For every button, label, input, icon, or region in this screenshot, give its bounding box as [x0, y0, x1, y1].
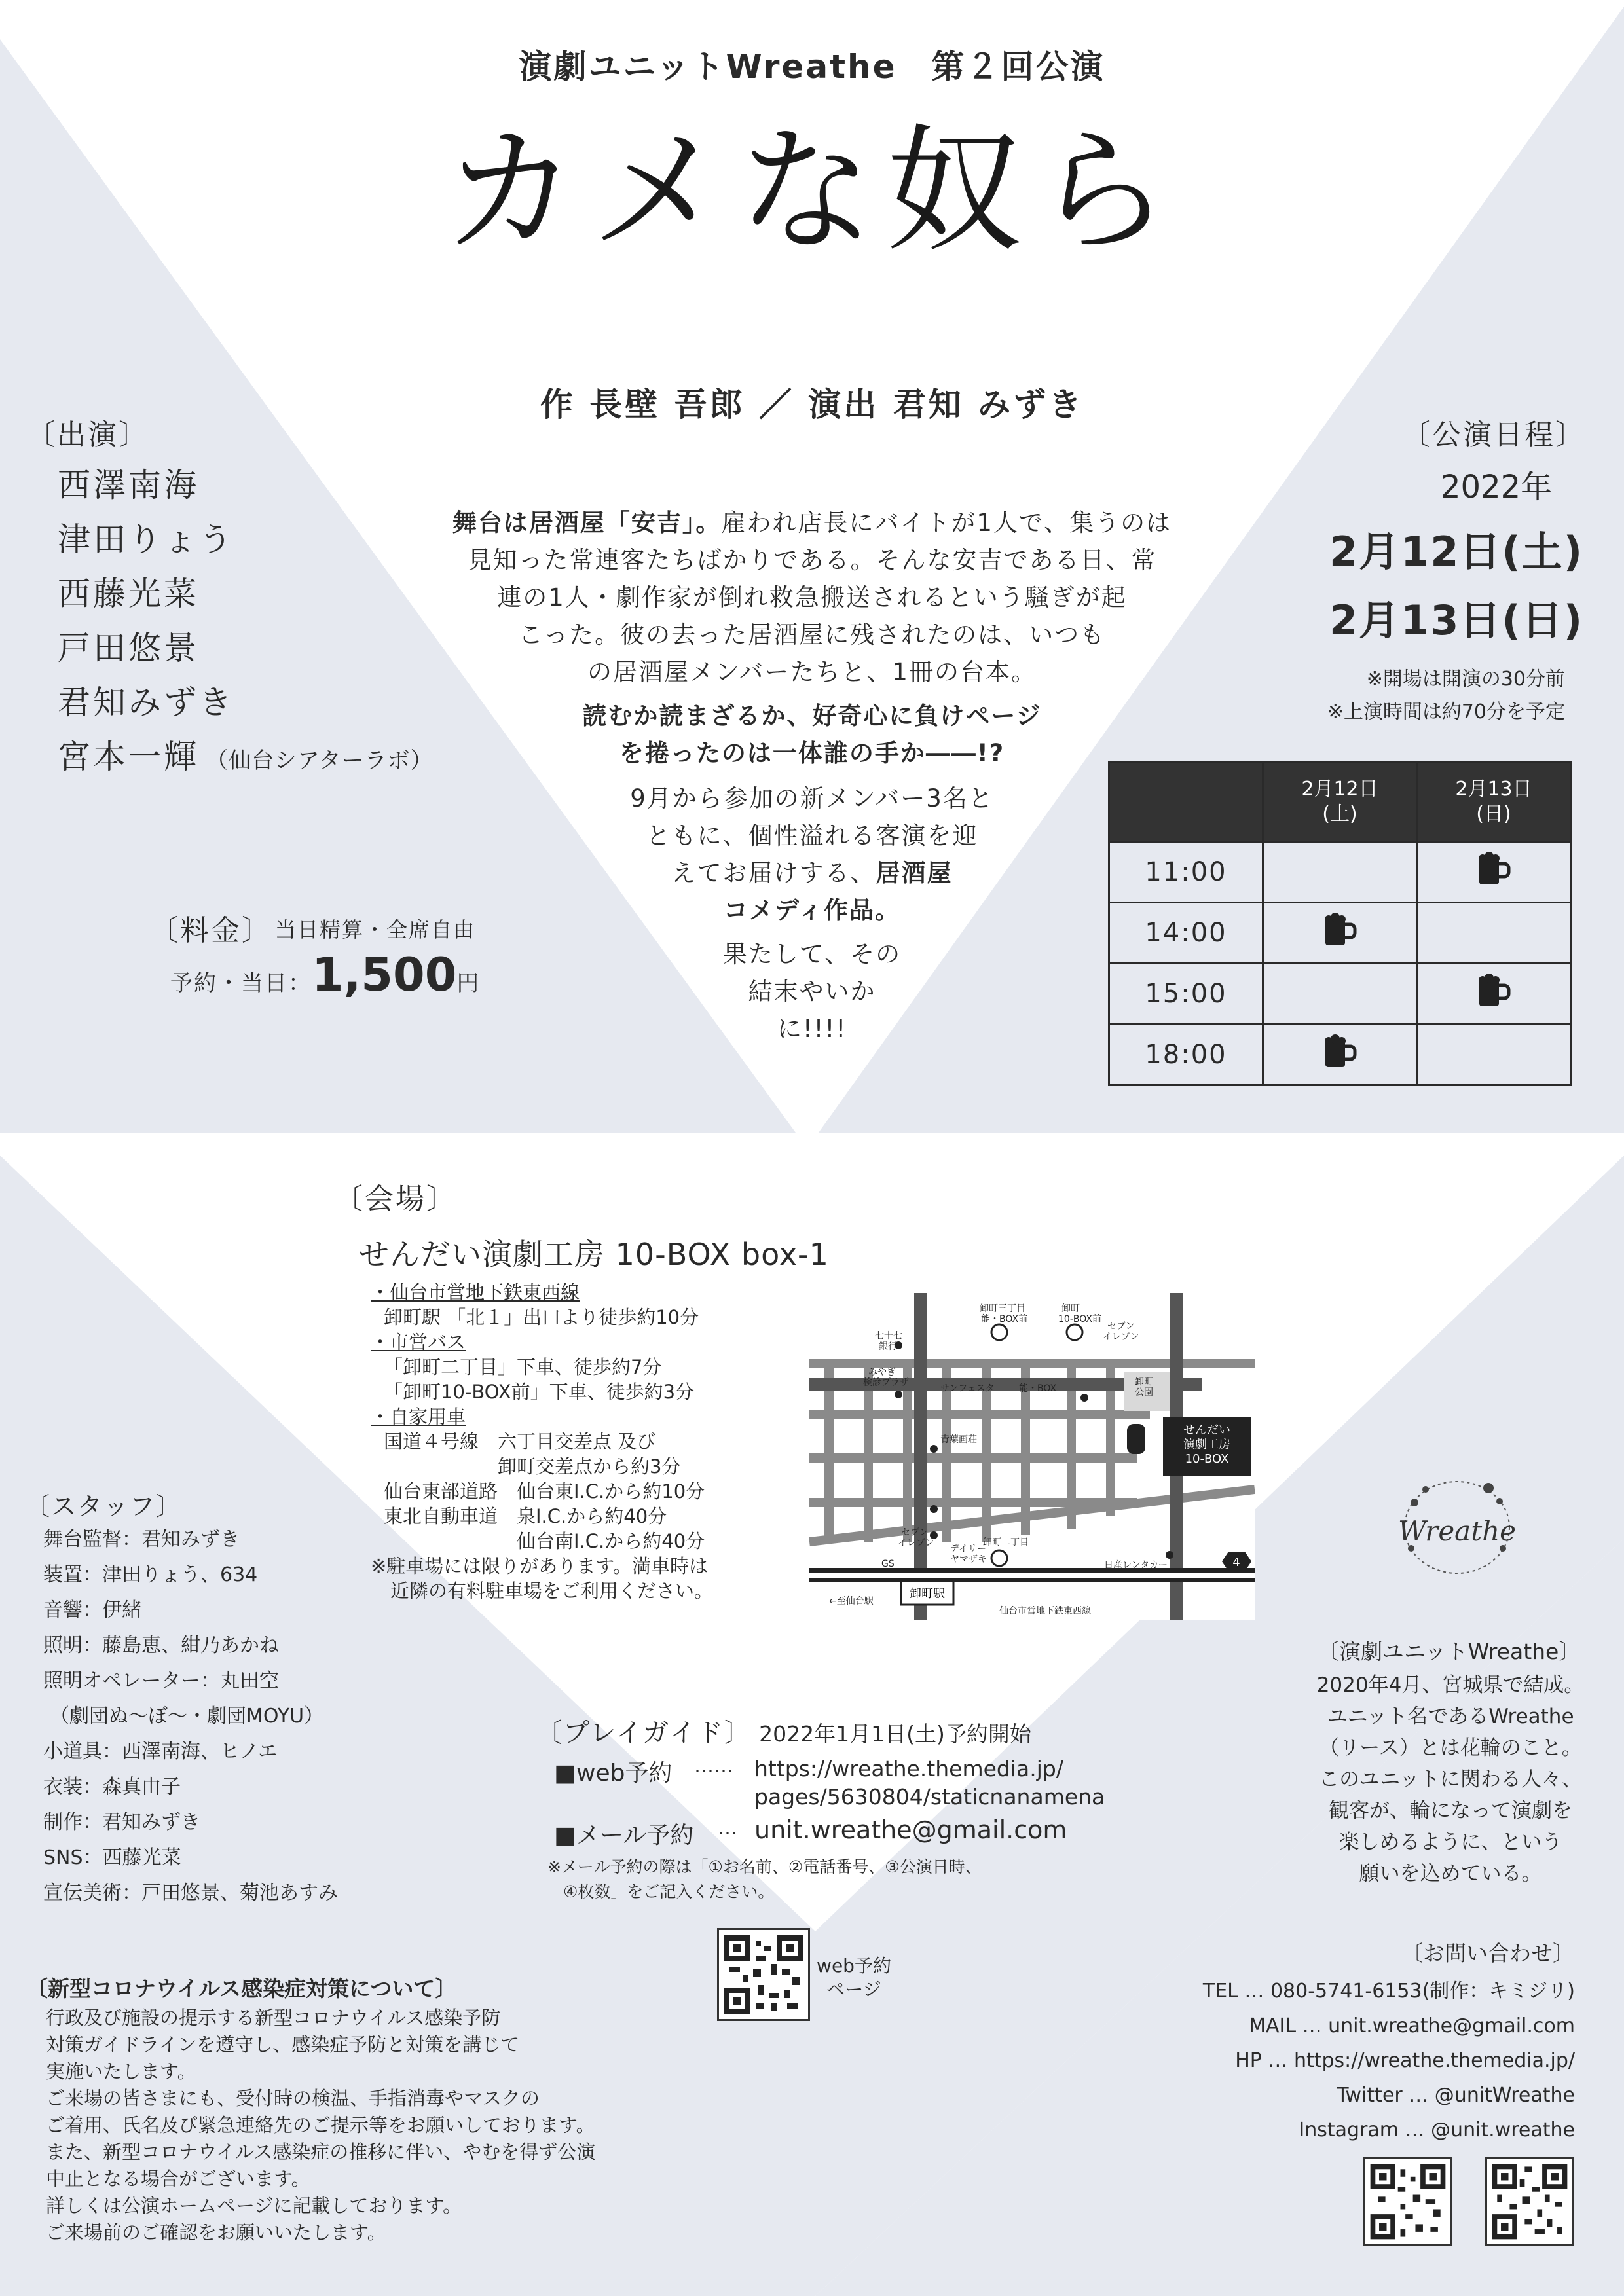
- web-reserve-label: ■web予約: [554, 1760, 673, 1787]
- price-amount: 1,500: [312, 948, 457, 1002]
- contact-instagram[interactable]: Instagram … @unit.wreathe: [1299, 2119, 1575, 2141]
- story-line: に!!!!: [777, 1015, 847, 1043]
- venue-heading: 〔会場〕: [334, 1182, 457, 1216]
- staff-line: 音響：伊緒: [43, 1599, 141, 1622]
- story-line: の居酒屋メンバーたちと、1冊の台本。: [587, 658, 1037, 686]
- schedule-cell: [1417, 842, 1571, 903]
- access-map: [809, 1293, 1255, 1620]
- story-line: 読むか読まざるか、好奇心に負けページ: [582, 702, 1042, 730]
- credits-line: 作 長壁 吾郎 ／ 演出 君知 みずき: [540, 386, 1084, 424]
- story-line: 果たして、その: [722, 940, 902, 968]
- story-line: 雇われ店長にバイトが1人で、集うのは: [721, 509, 1172, 537]
- covid-text: [46, 2005, 595, 2246]
- schedule-heading: 〔公演日程〕: [1401, 418, 1586, 452]
- map-label-box-front: 卸町三丁目能・BOX前: [980, 1303, 1028, 1324]
- instagram-qr-icon[interactable]: [1485, 2157, 1574, 2246]
- mail-reserve-address[interactable]: unit.wreathe@gmail.com: [754, 1815, 1067, 1844]
- web-reserve-url-2[interactable]: pages/5630804/staticnanamena: [754, 1784, 1105, 1810]
- schedule-cell: [1417, 964, 1571, 1025]
- schedule-date-1: 2月12日(土): [1329, 528, 1584, 575]
- story-emphasis: 居酒屋: [876, 859, 953, 887]
- web-reserve-dots: ……: [694, 1755, 733, 1777]
- schedule-cell: [1417, 1025, 1571, 1085]
- schedule-time: 11:00: [1109, 842, 1263, 903]
- about-line: （リース）とは花輪のこと。: [1319, 1736, 1582, 1760]
- map-label-rental: 日産レンタカー: [1104, 1560, 1168, 1571]
- story-line: を捲ったのは一体誰の手か――!?: [619, 739, 1005, 767]
- story-line: 連の1人・劇作家が倒れ救急搬送されるという騒ぎが起: [497, 583, 1127, 611]
- access-line: 「卸町二丁目」下車、徒歩約7分: [384, 1356, 662, 1378]
- staff-line: 小道具：西澤南海、ヒノエ: [43, 1740, 278, 1763]
- map-label-aoba: 青葉画荘: [940, 1434, 977, 1445]
- contact-twitter[interactable]: Twitter … @unitWreathe: [1337, 2084, 1575, 2107]
- map-label-gs: GS: [881, 1559, 895, 1569]
- staff-line: 照明：藤島恵、紺乃あかね: [43, 1634, 279, 1657]
- covid-line: ご着用、氏名及び緊急連絡先のご提示等をお願いしております。: [46, 2114, 595, 2136]
- schedule-year: 2022年: [1441, 469, 1553, 505]
- about-line: 楽しめるように、という: [1338, 1831, 1562, 1854]
- price-note: 当日精算・全席自由: [275, 917, 476, 942]
- mail-reserve-note: ※メール予約の際は「①お名前、②電話番号、③公演日時、: [547, 1857, 982, 1876]
- staff-heading: 〔スタッフ〕: [25, 1492, 183, 1521]
- cast-member: 宮本一輝: [58, 738, 199, 776]
- beer-mug-icon: [1474, 850, 1513, 887]
- playguide-start: 2022年1月1日(土)予約開始: [759, 1721, 1031, 1747]
- access-line: 仙台南I.C.から約40分: [384, 1530, 705, 1552]
- contact-mail[interactable]: MAIL … unit.wreathe@gmail.com: [1249, 2014, 1575, 2037]
- story-line: 見知った常連客たちばかりである。そんな安吉である日、常: [467, 546, 1157, 574]
- cast-member: 西澤南海: [58, 466, 199, 504]
- map-label-bank: 七十七銀行: [875, 1331, 902, 1352]
- staff-line: 舞台監督：君知みずき: [43, 1528, 240, 1551]
- schedule-date-2: 2月13日(日): [1329, 596, 1584, 644]
- mail-reserve-note-2: ④枚数」をご記入ください。: [563, 1882, 775, 1901]
- story-block: [367, 504, 1257, 1048]
- presenter-line: 演劇ユニットWreathe 第２回公演: [519, 48, 1105, 86]
- covid-line: 行政及び施設の提示する新型コロナウイルス感染予防: [46, 2007, 501, 2029]
- schedule-time: 18:00: [1109, 1025, 1263, 1085]
- cast-heading: 〔出演〕: [26, 418, 149, 452]
- map-label-box10: 卸町 10-BOX前: [1058, 1303, 1101, 1324]
- schedule-cell: [1263, 1025, 1417, 1085]
- cast-member-note: （仙台シアターラボ）: [206, 748, 434, 774]
- parking-note: 近隣の有料駐車場をご利用ください。: [390, 1580, 714, 1602]
- playguide-heading: 〔プレイガイド〕: [536, 1718, 752, 1748]
- map-label-park: 卸町公園: [1135, 1377, 1153, 1398]
- map-label-noubox: 能・BOX: [1019, 1383, 1057, 1394]
- about-line: 2020年4月、宮城県で結成。: [1316, 1673, 1585, 1697]
- contact-list: [1074, 1974, 1575, 2147]
- staff-line: 衣装：森真由子: [43, 1776, 181, 1798]
- contact-hp[interactable]: HP … https://wreathe.themedia.jp/: [1235, 2049, 1575, 2072]
- story-line: えてお届けする、: [671, 859, 876, 887]
- covid-line: また、新型コロナウイルス感染症の推移に伴い、やむを得ず公演: [46, 2141, 596, 2163]
- about-line: このユニットに関わる人々、: [1319, 1768, 1582, 1791]
- map-label-subway: 仙台市営地下鉄東西線: [999, 1606, 1091, 1616]
- web-reserve-qr-caption: web予約 ページ: [817, 1955, 891, 2000]
- story-lead: 舞台は居酒屋「安吉」。: [452, 509, 722, 537]
- map-label-daily: デイリーヤマザキ: [950, 1544, 987, 1565]
- beer-mug-icon: [1474, 972, 1513, 1009]
- access-line: 「卸町10-BOX前」下車、徒歩約3分: [384, 1381, 695, 1403]
- covid-line: 詳しくは公演ホームページに記載しております。: [46, 2195, 462, 2217]
- covid-line: 実施いたします。: [46, 2060, 196, 2083]
- story-line: 結末やいか: [748, 977, 876, 1006]
- staff-list: [43, 1522, 338, 1911]
- wreathe-logo: [1392, 1470, 1522, 1581]
- parking-note: ※駐車場には限りがあります。満車時は: [371, 1555, 708, 1577]
- venue-access: [371, 1280, 713, 1603]
- schedule-column-day1: 2月12日 (土): [1263, 763, 1417, 842]
- cast-member: 戸田悠景: [58, 629, 199, 667]
- map-label-station: 卸町駅: [910, 1587, 945, 1601]
- playguide-header: [536, 1712, 1031, 1749]
- story-line: ともに、個性溢れる客演を迎: [646, 822, 978, 850]
- play-title: カメな奴ら: [442, 113, 1182, 271]
- schedule-time: 15:00: [1109, 964, 1263, 1025]
- covid-heading: 〔新型コロナウイルス感染症対策について〕: [26, 1976, 457, 2001]
- schedule-note-1: ※開場は開演の30分前: [1366, 668, 1565, 691]
- mail-reserve-dots: …: [718, 1817, 737, 1840]
- access-heading: ・市営バス: [371, 1331, 466, 1353]
- contact-tel[interactable]: TEL … 080-5741-6153(制作：キミジリ): [1202, 1980, 1575, 2003]
- staff-line: 宣伝美術：戸田悠景、菊池あすみ: [43, 1882, 338, 1904]
- access-line: 卸町駅 「北１」出口より徒歩約10分: [384, 1306, 699, 1328]
- access-heading: ・仙台市営地下鉄東西線: [371, 1281, 580, 1303]
- schedule-note-2: ※上演時間は約70分を予定: [1327, 701, 1565, 723]
- story-line: こった。彼の去った居酒屋に残されたのは、いつも: [518, 621, 1106, 649]
- covid-line: 中止となる場合がございます。: [46, 2168, 310, 2190]
- about-line: 観客が、輪になって演劇を: [1329, 1799, 1572, 1823]
- covid-line: 対策ガイドラインを遵守し、感染症予防と対策を講じて: [46, 2033, 520, 2056]
- map-label-miyagi: みやぎ検診プラザ: [863, 1367, 909, 1388]
- staff-line: 制作：君知みずき: [43, 1811, 200, 1834]
- staff-line: 照明オペレーター：丸田空: [43, 1669, 279, 1692]
- schedule-cell: [1263, 842, 1417, 903]
- story-line: 9月から参加の新メンバー3名と: [630, 784, 994, 812]
- cast-member: 君知みずき: [58, 683, 234, 721]
- map-label-route: 4: [1232, 1556, 1240, 1569]
- map-label-nichome: 卸町二丁目: [983, 1537, 1029, 1548]
- cast-member: 津田りょう: [58, 520, 234, 558]
- web-reserve-qr-icon[interactable]: [717, 1928, 810, 2021]
- price-label: 予約・当日：: [170, 970, 312, 996]
- about-heading: 〔演劇ユニットWreathe〕: [1318, 1639, 1581, 1664]
- access-line: 仙台東部道路 仙台東I.C.から約10分: [384, 1480, 705, 1503]
- map-label-sunfesta: サンフェスタ: [940, 1383, 995, 1394]
- covid-line: ご来場の皆さまにも、受付時の検温、手指消毒やマスクの: [46, 2087, 540, 2109]
- venue-name: せんだい演劇工房 10-BOX box-1: [359, 1237, 829, 1272]
- map-label-seven2: セブンイレブン: [898, 1527, 934, 1548]
- price-heading: 〔料金〕: [149, 914, 272, 947]
- access-line: 国道４号線 六丁目交差点 及び: [384, 1430, 656, 1453]
- beer-mug-icon: [1320, 911, 1359, 948]
- access-line: 東北自動車道 泉I.C.から約40分: [384, 1505, 667, 1527]
- story-emphasis: コメディ作品。: [723, 896, 901, 924]
- about-line: ユニット名であるWreathe: [1327, 1705, 1574, 1728]
- map-label-seven1: セブンイレブン: [1103, 1321, 1139, 1342]
- about-line: 願いを込めている。: [1359, 1862, 1542, 1886]
- lantern-icon: [1127, 1424, 1145, 1454]
- covid-line: ご来場前のご確認をお願いいたします。: [46, 2221, 386, 2244]
- schedule-time: 14:00: [1109, 903, 1263, 964]
- cast-member: 西藤光菜: [58, 575, 199, 613]
- schedule-cell: [1263, 903, 1417, 964]
- staff-line: SNS：西藤光菜: [43, 1846, 181, 1869]
- web-reserve-url[interactable]: https://wreathe.themedia.jp/: [754, 1756, 1063, 1781]
- access-line: 卸町交差点から約3分: [384, 1455, 681, 1478]
- price-unit: 円: [456, 970, 479, 996]
- contact-heading: 〔お問い合わせ〕: [1401, 1941, 1574, 1966]
- beer-mug-icon: [1320, 1033, 1359, 1070]
- staff-line: （劇団ぬ～ぼ～・劇団MOYU）: [50, 1705, 324, 1728]
- map-label-theater: せんだい演劇工房 10-BOX: [1183, 1423, 1230, 1466]
- schedule-cell: [1263, 964, 1417, 1025]
- map-label-sendai: ←至仙台駅: [829, 1596, 874, 1607]
- mail-reserve-label: ■メール予約: [554, 1822, 694, 1849]
- staff-line: 装置：津田りょう、634: [43, 1563, 258, 1586]
- about-text: [1303, 1669, 1598, 1889]
- wreathe-logo-text: Wreathe: [1397, 1515, 1517, 1547]
- schedule-column-day2: 2月13日 (日): [1417, 763, 1571, 842]
- schedule-cell: [1417, 903, 1571, 964]
- twitter-qr-icon[interactable]: [1363, 2157, 1452, 2246]
- access-heading: ・自家用車: [371, 1406, 466, 1428]
